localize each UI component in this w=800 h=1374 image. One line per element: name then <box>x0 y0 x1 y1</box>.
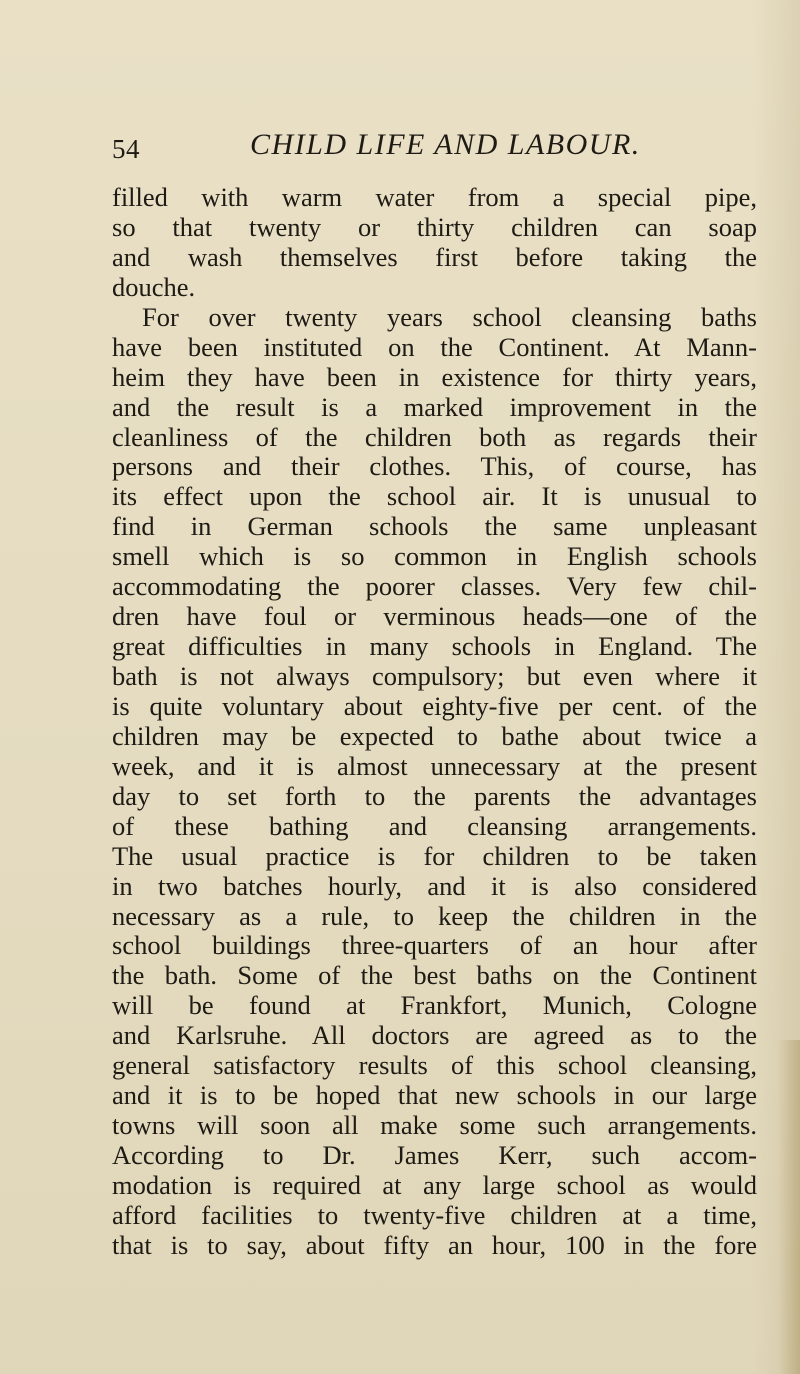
running-title: CHILD LIFE AND LABOUR. <box>250 128 641 161</box>
text-line: week, and it is almost unnecessary at the present <box>112 750 757 781</box>
text-line: dren have foul or verminous heads—one of the <box>112 601 757 632</box>
page-number: 54 <box>112 134 140 164</box>
text-line: According to Dr. James Kerr, such accom- <box>112 1140 757 1170</box>
page-edge-stain <box>778 1040 800 1374</box>
text-line: and Karlsruhe. All doctors are agreed as to the <box>112 1020 757 1051</box>
text-line: towns will soon all make some such arrangements. <box>112 1110 757 1141</box>
text-line: its effect upon the school air. It is unusual to <box>112 481 757 512</box>
text-line: find in German schools the same unpleasant <box>112 511 757 542</box>
text-line: in two batches hourly, and it is also considered <box>112 870 757 901</box>
text-line: The usual practice is for children to be taken <box>112 840 757 871</box>
text-line: the bath. Some of the best baths on the Continent <box>112 960 757 991</box>
text-line: of these bathing and cleansing arrangements. <box>112 810 757 841</box>
text-line: modation is required at any large school as would <box>112 1169 757 1200</box>
text-line: douche. <box>112 271 196 302</box>
text-line: For over twenty years school cleansing baths <box>142 301 757 332</box>
text-line: day to set forth to the parents the advantages <box>112 780 757 811</box>
text-line: children may be expected to bathe about twice a <box>112 720 757 751</box>
text-line: afford facilities to twenty-five children at a time, <box>112 1199 757 1230</box>
text-line: so that twenty or thirty children can soap <box>112 211 757 242</box>
text-line: great difficulties in many schools in England. The <box>112 631 757 662</box>
text-line: is quite voluntary about eighty-five per cent. of the <box>112 690 757 721</box>
text-line: bath is not always compulsory; but even where it <box>112 661 757 691</box>
text-line: heim they have been in existence for thirty years, <box>112 361 757 392</box>
text-line: smell which is so common in English schools <box>112 541 757 572</box>
text-line: filled with warm water from a special pipe, <box>112 182 757 212</box>
text-line: cleanliness of the children both as regards their <box>112 421 757 452</box>
text-line: that is to say, about fifty an hour, 100 in the fore <box>112 1229 757 1260</box>
text-line: will be found at Frankfort, Munich, Cologne <box>112 990 757 1021</box>
text-line: accommodating the poorer classes. Very few chil- <box>112 571 757 602</box>
text-line: necessary as a rule, to keep the children in the <box>112 900 757 931</box>
running-head <box>0 126 800 170</box>
text-line: general satisfactory results of this school cleansing, <box>112 1050 757 1081</box>
text-line: and the result is a marked improvement in the <box>112 391 757 422</box>
text-line: persons and their clothes. This, of course, has <box>112 451 757 482</box>
text-line: and wash themselves first before taking the <box>112 241 757 272</box>
text-line: have been instituted on the Continent. At Mann- <box>112 331 757 362</box>
text-line: and it is to be hoped that new schools in our large <box>112 1080 757 1111</box>
body-text <box>112 183 757 1261</box>
text-line: school buildings three-quarters of an hour after <box>112 930 757 961</box>
